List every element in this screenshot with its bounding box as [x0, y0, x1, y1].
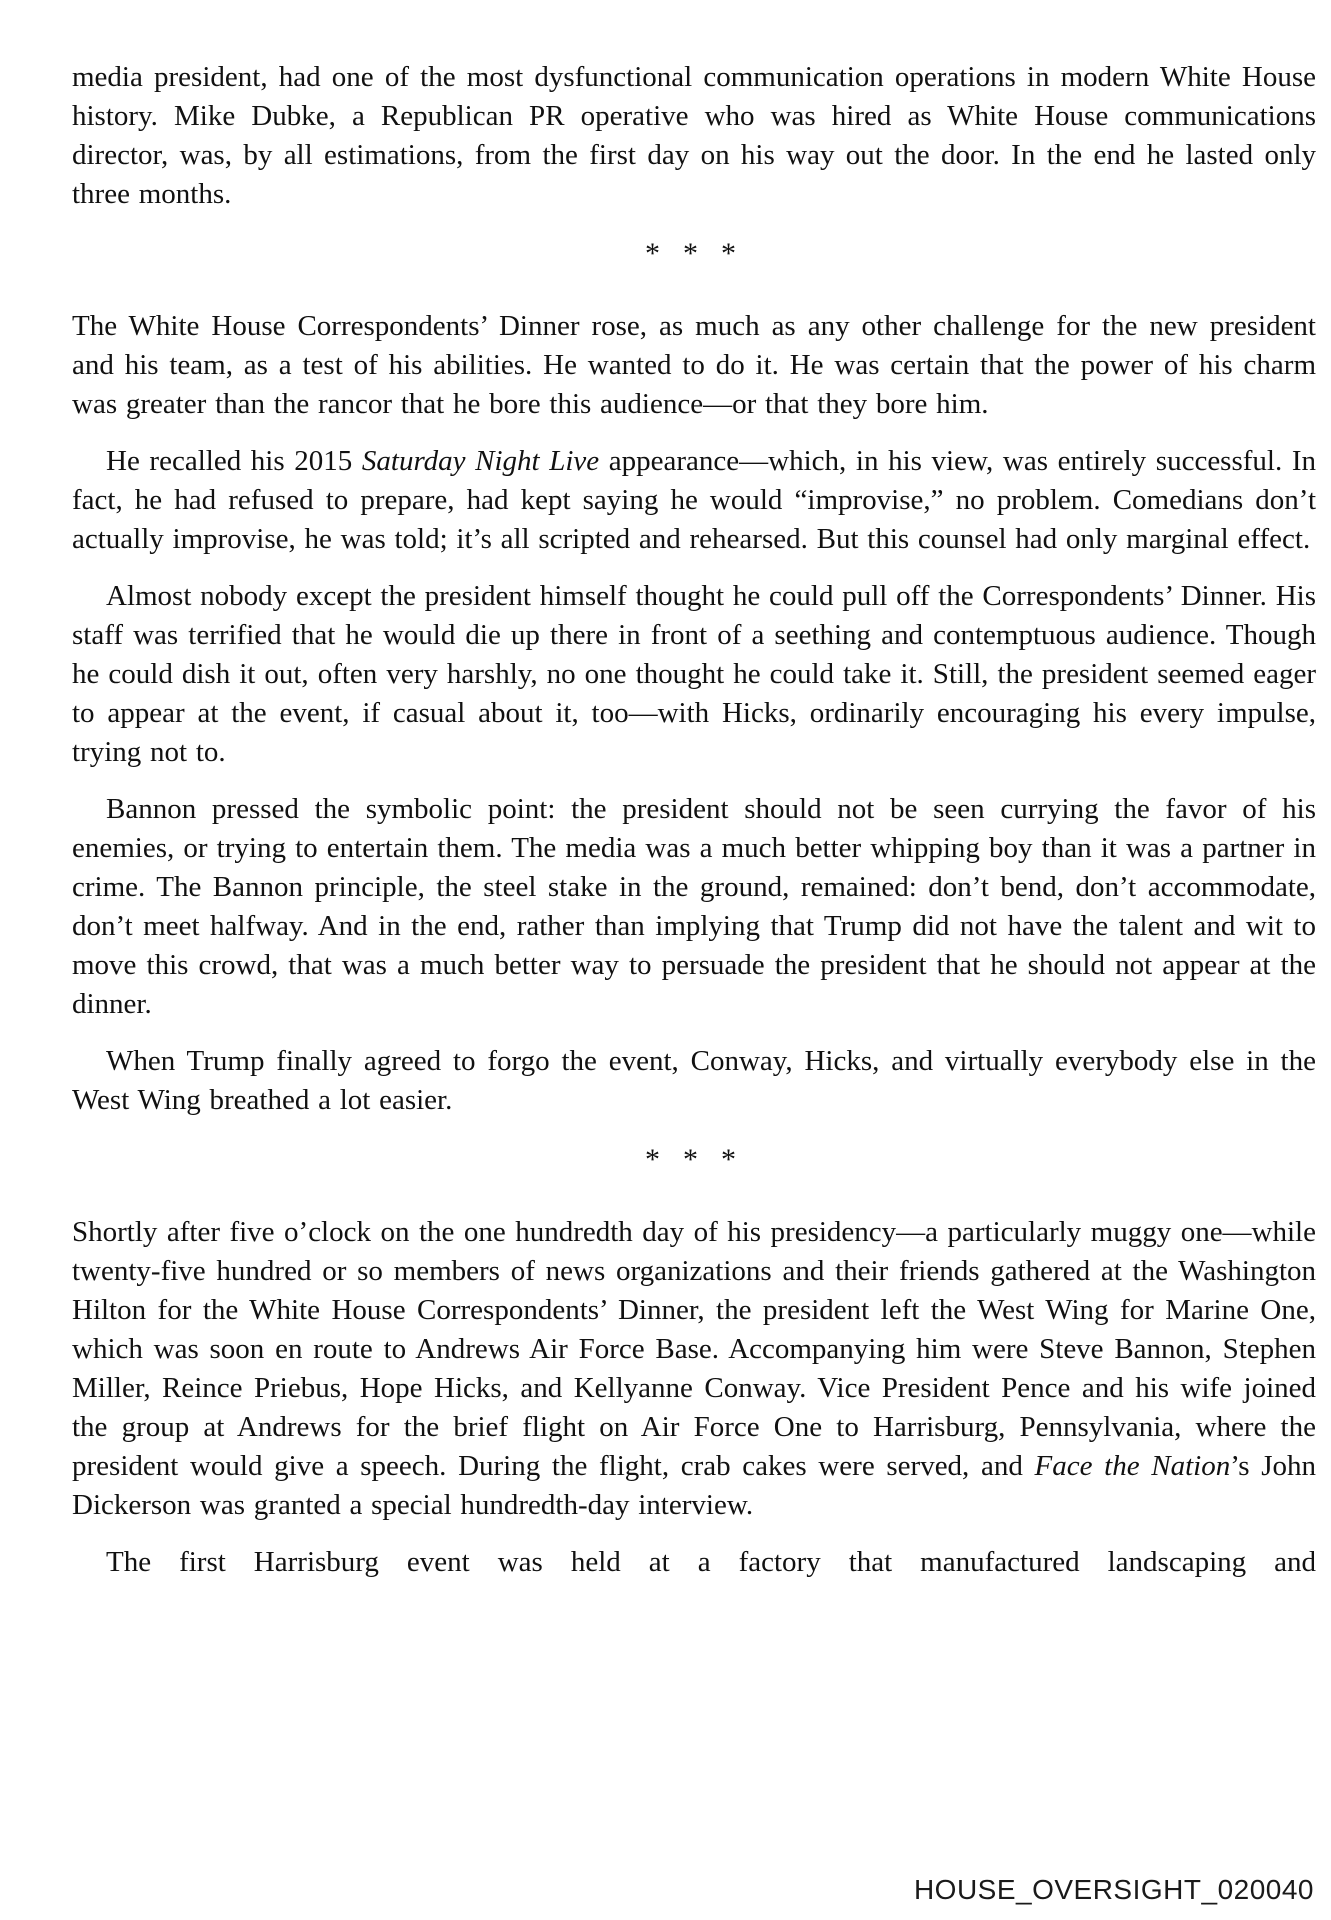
text-run: Shortly after five o’clock on the one hundredth day of his presidency—a particularly muggy one—while twenty-five hundred or so members of news organizations and their friends gathered at the Washington Hilton for the White House Correspondents’ Dinner, the president left the West Wing for Marine One, which was soon en route to Andrews Air Force Base. Accompanying him were Steve Bannon, Stephen Miller, Reince Priebus, Hope Hicks, and Kellyanne Conway. Vice President Pence and his wife joined the group at Andrews for the brief flight on Air Force One to Harrisburg, Pennsylvania, where the president would give a speech. During the flight, crab cakes were served, and: [72, 1216, 1316, 1482]
text-run: He recalled his 2015: [106, 445, 362, 477]
text-run: The first Harrisburg event was held at a factory that manufactured landscaping and: [106, 1546, 1316, 1578]
italic-text-run: Saturday Night Live: [361, 445, 600, 477]
paragraph: [72, 307, 1316, 424]
paragraph: [72, 1042, 1316, 1120]
paragraph: [72, 1543, 1316, 1582]
page-text: [72, 58, 1316, 1600]
text-run: The White House Correspondents’ Dinner rose, as much as any other challenge for the new president and his team, as a test of his abilities. He wanted to do it. He was certain that the power of his charm was greater than the rancor that he bore this audience—or that they bore him.: [72, 310, 1316, 420]
bates-stamp: HOUSE_OVERSIGHT_020040: [913, 1874, 1314, 1905]
text-run: When Trump finally agreed to forgo the event, Conway, Hicks, and virtually everybody else in the West Wing breathed a lot easier.: [72, 1045, 1316, 1116]
paragraph: [72, 58, 1316, 214]
text-run: appearance—which, in his view, was entirely successful. In fact, he had refused to prepare, had kept saying he would “improvise,” no problem. Comedians don’t actually improvise, he was told; it’s all scripted and rehearsed. But this counsel had only marginal effect.: [72, 445, 1316, 555]
paragraph: [72, 577, 1316, 772]
section-break: * * *: [645, 237, 743, 270]
paragraph: [72, 442, 1316, 559]
text-run: media president, had one of the most dysfunctional communication operations in modern White House history. Mike Dubke, a Republican PR operative who was hired as White House communications director, was, by all estimations, from the first day on his way out the door. In the end he lasted only three months.: [72, 61, 1316, 210]
italic-text-run: Face the Nation: [1034, 1450, 1231, 1482]
paragraph: [72, 790, 1316, 1024]
text-run: Almost nobody except the president himself thought he could pull off the Correspondents’ Dinner. His staff was terrified that he would die up there in front of a seething and contemptuous audience. Though he could dish it out, often very harshly, no one thought he could take it. Still, the president seemed eager to appear at the event, if casual about it, too—with Hicks, ordinarily encouraging his every impulse, trying not to.: [72, 580, 1316, 768]
section-break: * * *: [645, 1143, 743, 1176]
text-run: Bannon pressed the symbolic point: the president should not be seen currying the favor of his enemies, or trying to entertain them. The media was a much better whipping boy than it was a partner in crime. The Bannon principle, the steel stake in the ground, remained: don’t bend, don’t accommodate, don’t meet halfway. And in the end, rather than implying that Trump did not have the talent and wit to move this crowd, that was a much better way to persuade the president that he should not appear at the dinner.: [72, 793, 1316, 1020]
text-run: ’s John Dickerson was granted a special hundredth-day interview.: [72, 1450, 1316, 1521]
paragraph: [72, 1213, 1316, 1525]
